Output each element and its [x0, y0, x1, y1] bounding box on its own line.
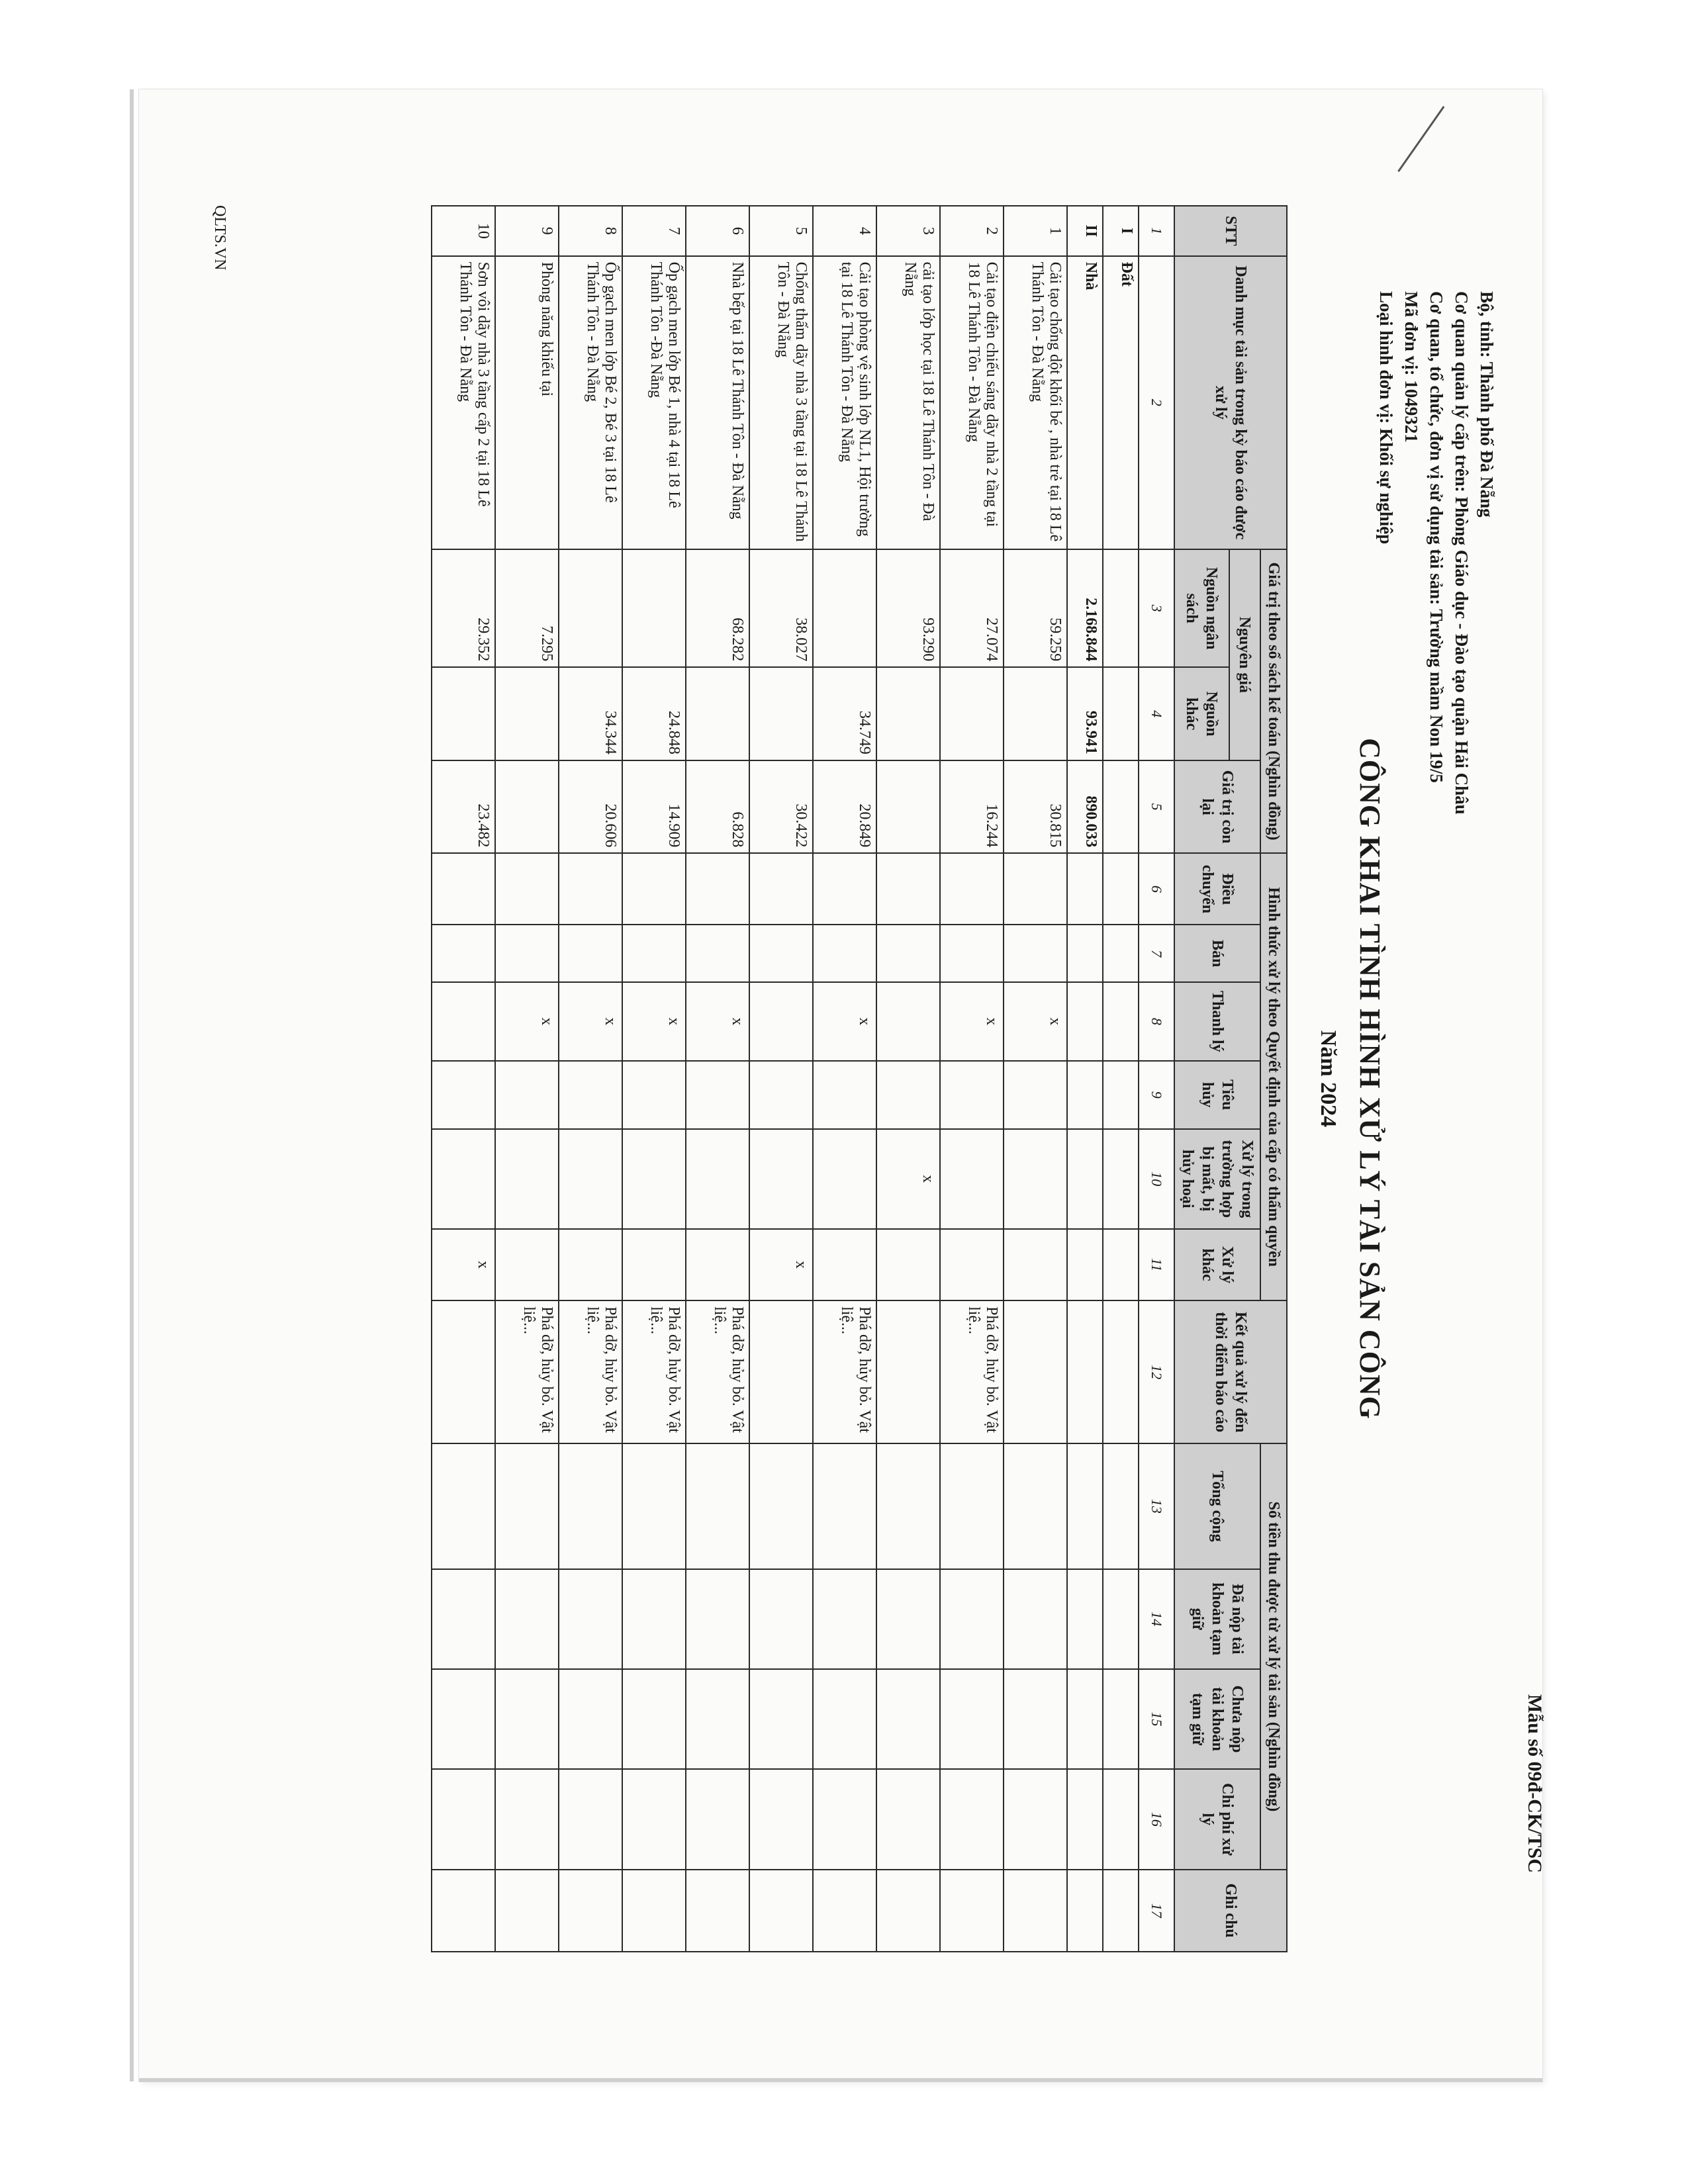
- rotated-document: [182, 119, 1559, 2038]
- row-lost: [686, 1129, 749, 1229]
- row-name: Cải tạo phòng vệ sinh lớp NL1, Hội trường tại 18 Lê Thánh Tôn - Đà Nẵng: [813, 256, 876, 549]
- row-other: [686, 667, 749, 760]
- row-other-method: [622, 1229, 686, 1300]
- row-budget: 27.074: [940, 549, 1004, 667]
- column-index: 3: [1139, 549, 1174, 667]
- column-index: 1: [1139, 206, 1174, 256]
- row-other: 34.749: [813, 667, 876, 760]
- row-remaining: [495, 760, 559, 854]
- row-stt: 8: [559, 206, 622, 256]
- row-lost: [813, 1129, 876, 1229]
- row-liquidation: [876, 982, 940, 1061]
- row-liquidation: x: [622, 982, 686, 1061]
- row-budget: [559, 549, 622, 667]
- section-other-total: 93.941: [1067, 667, 1103, 760]
- row-other: [749, 667, 813, 760]
- section-row-house: [1067, 206, 1103, 1952]
- header-stt: STT: [1174, 206, 1287, 256]
- table-row: [940, 206, 1004, 1952]
- section-name: Nhà: [1067, 256, 1103, 549]
- table-row: [686, 206, 749, 1952]
- row-stt: 3: [876, 206, 940, 256]
- column-index: 6: [1139, 853, 1174, 925]
- paper-shadow-bottom: [139, 2078, 1542, 2082]
- row-budget: [813, 549, 876, 667]
- header-destruction: Tiêu hủy: [1174, 1061, 1260, 1129]
- row-name: Cải tạo điện chiếu sáng dãy nhà 2 tầng tại 18 Lê Thánh Tôn - Đà Nẵng: [940, 256, 1004, 549]
- row-result: Phá dỡ, hủy bỏ. Vật liệ...: [495, 1300, 559, 1443]
- row-budget: [622, 549, 686, 667]
- row-budget: 59.259: [1004, 549, 1067, 667]
- column-index: 13: [1139, 1443, 1174, 1569]
- header-transfer: Điều chuyển: [1174, 853, 1260, 925]
- header-book-value: Giá trị theo sổ sách kế toán (Nghìn đồng): [1260, 549, 1287, 853]
- row-budget: 68.282: [686, 549, 749, 667]
- row-liquidation: x: [940, 982, 1004, 1061]
- header-money: Số tiền thu được từ xử lý tài sản (Nghìn đồng): [1260, 1443, 1287, 1869]
- row-other: [876, 667, 940, 760]
- row-other: 34.344: [559, 667, 622, 760]
- header-method: Hình thức xử lý theo Quyết định của cấp có thẩm quyền: [1260, 853, 1287, 1300]
- section-name: Đất: [1103, 256, 1139, 549]
- row-stt: 9: [495, 206, 559, 256]
- row-result: Phá dỡ, hủy bỏ. Vật liệ...: [622, 1300, 686, 1443]
- row-lost: [559, 1129, 622, 1229]
- column-index: 17: [1139, 1870, 1174, 1952]
- row-budget: 38.027: [749, 549, 813, 667]
- section-budget-total: 2.168.844: [1067, 549, 1103, 667]
- column-index: 2: [1139, 256, 1174, 549]
- row-stt: 5: [749, 206, 813, 256]
- row-result: Phá dỡ, hủy bỏ. Vật liệ...: [686, 1300, 749, 1443]
- column-index: 5: [1139, 760, 1174, 854]
- row-liquidation: [749, 982, 813, 1061]
- row-stt: 2: [940, 206, 1004, 256]
- row-remaining: 20.606: [559, 760, 622, 854]
- header-remaining-value: Giá trị còn lại: [1174, 760, 1260, 854]
- row-other-method: [1004, 1229, 1067, 1300]
- row-remaining: 6.828: [686, 760, 749, 854]
- row-stt: 10: [432, 206, 495, 256]
- row-other: [495, 667, 559, 760]
- row-liquidation: x: [686, 982, 749, 1061]
- row-remaining: 20.849: [813, 760, 876, 854]
- header-line: Cơ quan quản lý cấp trên: Phòng Giáo dục - Đào tạo quận Hải Châu: [1452, 291, 1472, 815]
- row-result: Phá dỡ, hủy bỏ. Vật liệ...: [940, 1300, 1004, 1443]
- header-sale: Bán: [1174, 925, 1260, 981]
- row-liquidation: [432, 982, 495, 1061]
- column-index: 4: [1139, 667, 1174, 760]
- row-lost: x: [876, 1129, 940, 1229]
- column-index-row: [1139, 206, 1174, 1952]
- row-stt: 1: [1004, 206, 1067, 256]
- row-stt: 6: [686, 206, 749, 256]
- row-budget: 93.290: [876, 549, 940, 667]
- paper-shadow-left: [130, 89, 134, 2081]
- row-remaining: 30.815: [1004, 760, 1067, 854]
- row-other-method: [876, 1229, 940, 1300]
- header-other-method: Xử lý khác: [1174, 1229, 1260, 1300]
- row-result: [432, 1300, 495, 1443]
- row-budget: 29.352: [432, 549, 495, 667]
- table-row: [813, 206, 876, 1952]
- row-other-method: [559, 1229, 622, 1300]
- section-remaining-total: 890.033: [1067, 760, 1103, 854]
- footer-code: QLTS.VN: [211, 205, 228, 271]
- header-cost: Chi phí xử lý: [1174, 1769, 1260, 1869]
- document-title: CÔNG KHAI TÌNH HÌNH XỬ LÝ TÀI SẢN CÔNG: [1354, 738, 1386, 1420]
- document-year: Năm 2024: [1316, 1030, 1340, 1128]
- section-stt: I: [1103, 206, 1139, 256]
- row-liquidation: x: [813, 982, 876, 1061]
- row-name: Nhà bếp tại 18 Lê Thánh Tôn - Đà Nẵng: [686, 256, 749, 549]
- row-liquidation: x: [495, 982, 559, 1061]
- row-result: [876, 1300, 940, 1443]
- column-index: 11: [1139, 1229, 1174, 1300]
- row-other-method: x: [749, 1229, 813, 1300]
- header-not-paid: Chưa nộp tài khoản tạm giữ: [1174, 1669, 1260, 1769]
- row-remaining: 16.244: [940, 760, 1004, 854]
- row-other-method: [495, 1229, 559, 1300]
- row-remaining: 14.909: [622, 760, 686, 854]
- table-row: [432, 206, 495, 1952]
- form-number: Mẫu số 09đ-CK/TSC: [1524, 1694, 1546, 1873]
- column-index: 16: [1139, 1769, 1174, 1869]
- table-row: [1004, 206, 1067, 1952]
- column-index: 15: [1139, 1669, 1174, 1769]
- row-lost: [432, 1129, 495, 1229]
- header-lost-case: Xử lý trong trường hợp bị mất, bị hủy hoại: [1174, 1129, 1260, 1229]
- header-line: Mã đơn vị: 1049321: [1401, 291, 1421, 443]
- row-name: Ốp gạch men lớp Bé 2, Bé 3 tại 18 Lê Thánh Tôn - Đà Nẵng: [559, 256, 622, 549]
- row-result: [1004, 1300, 1067, 1443]
- row-name: Sơn vôi dãy nhà 3 tầng cấp 2 tại 18 Lê Thánh Tôn - Đà Nẵng: [432, 256, 495, 549]
- table-row: [749, 206, 813, 1952]
- row-remaining: [876, 760, 940, 854]
- header-line: Loại hình đơn vị: Khối sự nghiệp: [1376, 291, 1396, 545]
- row-name: cải tạo lớp học tại 18 Lê Thánh Tôn - Đà Nẵng: [876, 256, 940, 549]
- header-paid-in: Đã nộp tài khoản tạm giữ: [1174, 1569, 1260, 1669]
- row-lost: [1004, 1129, 1067, 1229]
- row-lost: [622, 1129, 686, 1229]
- row-name: Cải tạo chống dột khối bé , nhà trẻ tại 18 Lê Thánh Tôn - Đà Nẵng: [1004, 256, 1067, 549]
- header-line: Cơ quan, tổ chức, đơn vị sử dụng tài sản: Trường mầm Non 19/5: [1427, 291, 1446, 783]
- row-liquidation: x: [559, 982, 622, 1061]
- row-result: Phá dỡ, hủy bỏ. Vật liệ...: [559, 1300, 622, 1443]
- header-budget-source: Nguồn ngân sách: [1174, 549, 1229, 667]
- header-result: Kết quả xử lý đến thời điểm báo cáo: [1174, 1300, 1287, 1443]
- header-other-source: Nguồn khác: [1174, 667, 1229, 760]
- document-header: [1374, 291, 1499, 815]
- row-liquidation: x: [1004, 982, 1067, 1061]
- row-other-method: [813, 1229, 876, 1300]
- header-total: Tổng cộng: [1174, 1443, 1260, 1569]
- section-stt: II: [1067, 206, 1103, 256]
- column-index: 8: [1139, 982, 1174, 1061]
- header-liquidation: Thanh lý: [1174, 982, 1260, 1061]
- row-stt: 7: [622, 206, 686, 256]
- table-row: [495, 206, 559, 1952]
- row-other: 24.848: [622, 667, 686, 760]
- row-other: [1004, 667, 1067, 760]
- row-other-method: [686, 1229, 749, 1300]
- column-index: 14: [1139, 1569, 1174, 1669]
- row-remaining: 30.422: [749, 760, 813, 854]
- row-result: Phá dỡ, hủy bỏ. Vật liệ...: [813, 1300, 876, 1443]
- column-index: 10: [1139, 1129, 1174, 1229]
- section-row-land: [1103, 206, 1139, 1952]
- row-name: Phòng năng khiếu tại: [495, 256, 559, 549]
- row-remaining: 23.482: [432, 760, 495, 854]
- column-index: 7: [1139, 925, 1174, 981]
- row-lost: [495, 1129, 559, 1229]
- row-name: Chống thấm dãy nhà 3 tầng tại 18 Lê Thánh Tôn - Đà Nẵng: [749, 256, 813, 549]
- column-index: 9: [1139, 1061, 1174, 1129]
- row-other: [940, 667, 1004, 760]
- row-other-method: x: [432, 1229, 495, 1300]
- asset-disposal-table: [431, 205, 1288, 1952]
- row-lost: [940, 1129, 1004, 1229]
- row-result: [749, 1300, 813, 1443]
- row-other-method: [940, 1229, 1004, 1300]
- row-name: Ốp gạch men lớp Bé 1, nhà 4 tại 18 Lê Thánh Tôn -Đà Nẵng: [622, 256, 686, 549]
- column-index: 12: [1139, 1300, 1174, 1443]
- table-row: [622, 206, 686, 1952]
- table-row: [876, 206, 940, 1952]
- header-original-cost: Nguyên giá: [1229, 549, 1260, 760]
- row-stt: 4: [813, 206, 876, 256]
- row-other: [432, 667, 495, 760]
- row-budget: 7.295: [495, 549, 559, 667]
- header-asset-list: Danh mục tài sản trong kỳ báo cáo được xử lý: [1174, 256, 1287, 549]
- table-row: [559, 206, 622, 1952]
- header-line: Bộ, tỉnh: Thành phố Đà Nẵng: [1477, 291, 1497, 518]
- header-note: Ghi chú: [1174, 1870, 1287, 1952]
- row-lost: [749, 1129, 813, 1229]
